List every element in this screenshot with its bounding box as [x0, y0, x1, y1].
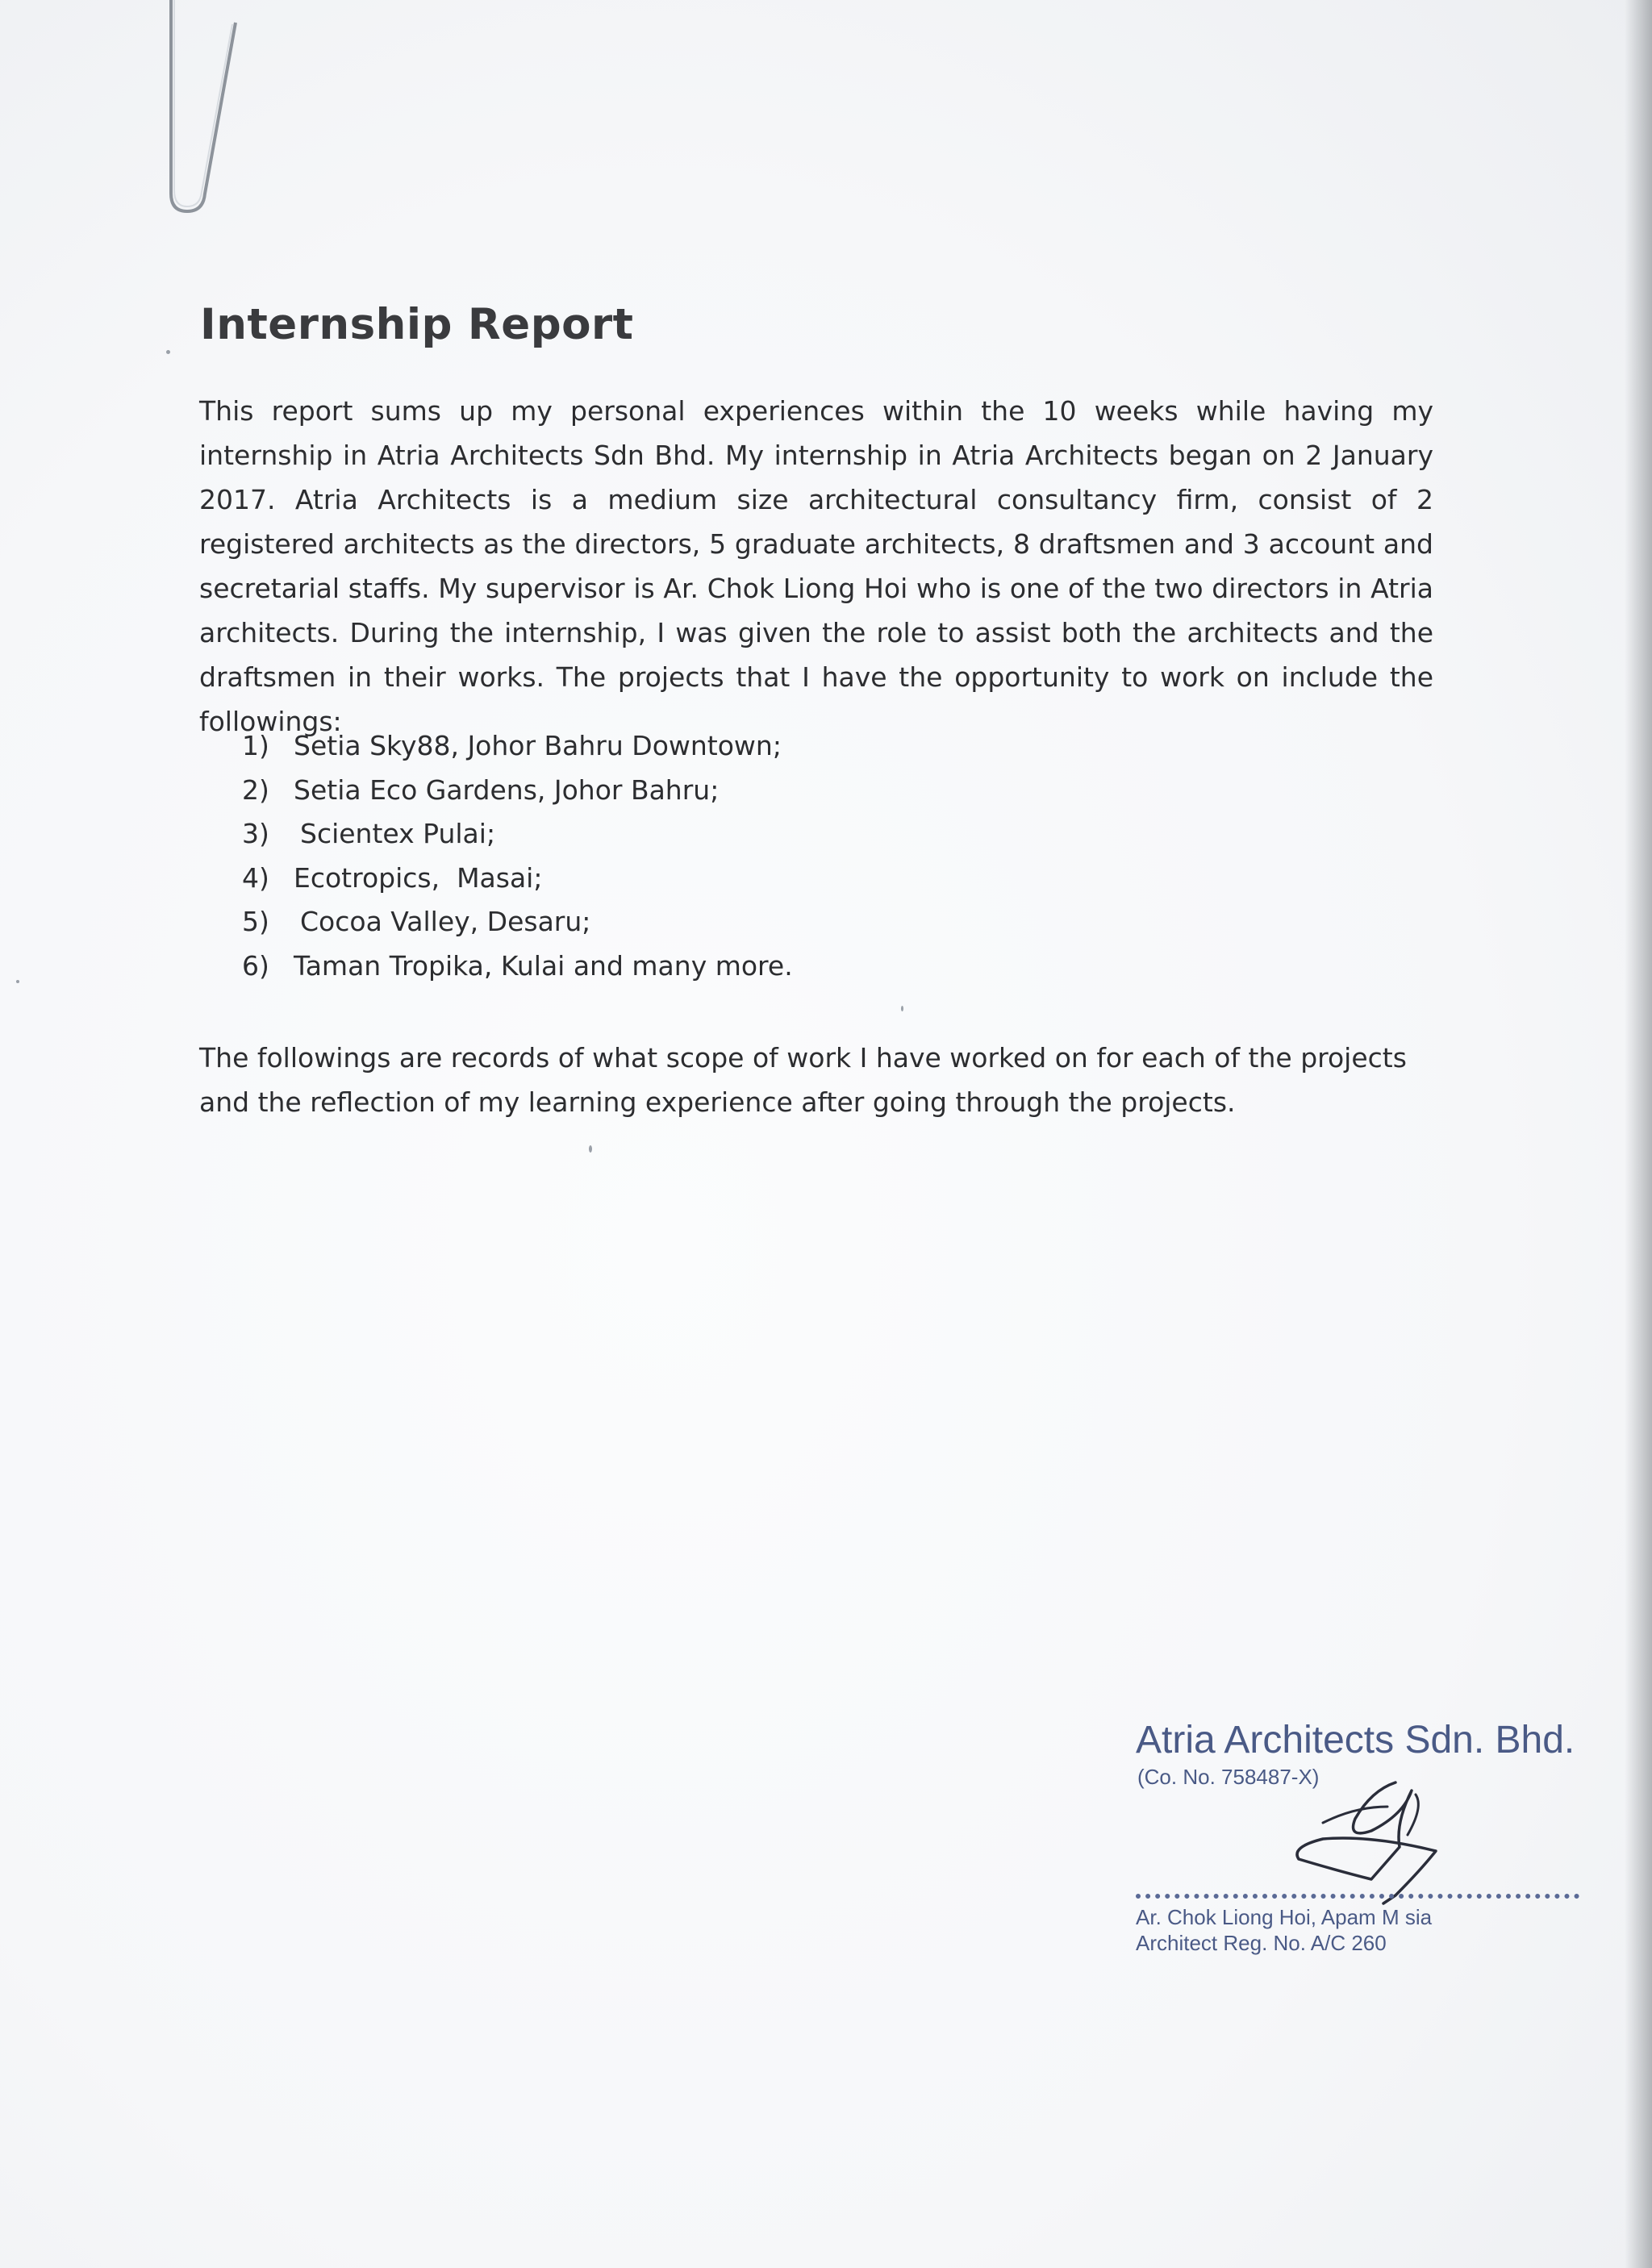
list-item-text: Scientex Pulai; [300, 818, 496, 849]
list-item [242, 769, 793, 813]
stamp-company-number: (Co. No. 758487-X) [1137, 1765, 1320, 1789]
stamp-signatory: Ar. Chok Liong Hoi, Apam M sia [1136, 1905, 1433, 1929]
project-list [242, 724, 793, 988]
scan-speck [16, 980, 19, 983]
scan-speck [589, 1145, 592, 1153]
signature-icon [1274, 1774, 1468, 1912]
list-item-text: Cocoa Valley, Desaru; [300, 906, 591, 937]
signature-line [1136, 1894, 1579, 1899]
list-item-text: Ecotropics, Masai; [294, 861, 543, 894]
list-item [242, 900, 793, 944]
intro-paragraph: This report sums up my personal experiences within the 10 weeks while having my internship in Atria Architects Sdn Bhd. My internship in Atria Architects began on 2 January 2017. Atria Architects is a medium size architectural consultancy firm, consist of 2 registered architects as the directors, 5 graduate architects, 8 draftsmen and 3 account and secretarial staffs. My supervisor is Ar. Chok Liong Hoi who is one of the two directors in Atria architects. During the internship, I was given the role to assist both the architects and the draftsmen in their works. The projects that I have the opportunity to work on include the followings: [199, 395, 1433, 737]
scan-speck [901, 1006, 903, 1011]
list-item-number: 4) [242, 861, 269, 894]
page-edge-shadow [1625, 0, 1652, 2268]
stamp-company-name: Atria Architects Sdn. Bhd. [1136, 1719, 1575, 1761]
list-item-number: 3) [242, 818, 269, 849]
page-title: Internship Report [200, 300, 634, 349]
list-item-text: Setia Sky88, Johor Bahru Downtown; [294, 730, 782, 761]
list-item [242, 812, 793, 857]
paper-clip-icon [161, 0, 250, 226]
list-item-number: 6) [242, 949, 269, 982]
list-item-text: Taman Tropika, Kulai and many more. [294, 949, 793, 982]
scan-speck [166, 350, 170, 354]
list-item [242, 944, 793, 989]
list-item [242, 857, 793, 901]
list-item-number: 5) [242, 906, 269, 937]
list-item-number: 2) [242, 773, 269, 806]
list-item-text: Setia Eco Gardens, Johor Bahru; [294, 773, 720, 806]
stamp-registration: Architect Reg. No. A/C 260 [1136, 1931, 1387, 1955]
closing-paragraph: The followings are records of what scope of work I have worked on for each of the projects and the reflection of my learning experience after going through the projects. [199, 1042, 1407, 1118]
company-stamp [1129, 1718, 1597, 1976]
list-item-number: 1) [242, 730, 269, 761]
list-item [242, 724, 793, 769]
